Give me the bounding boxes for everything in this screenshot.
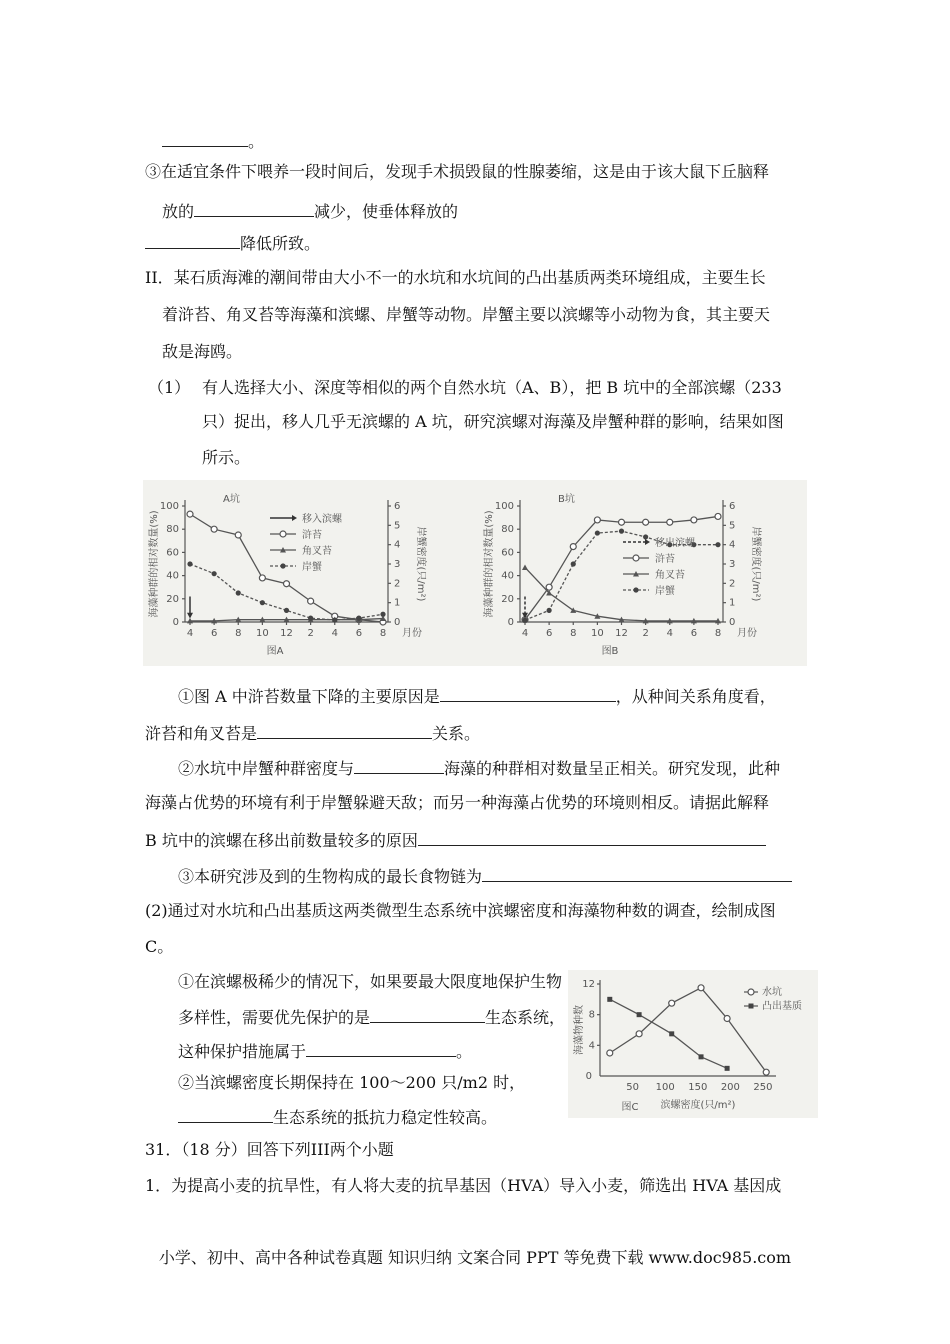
x-tick-label: 10 [256,628,269,639]
data-point [636,1031,642,1037]
y2-axis-label: 岸蟹密度(只/m²) [415,526,426,602]
answer-blank[interactable] [145,232,240,249]
data-point [715,513,721,519]
chart-title: A坑 [223,494,240,505]
y-tick-label: 40 [166,570,179,582]
x-tick-label: 4 [331,628,338,639]
x-tick-label: 4 [666,628,673,639]
y-axis-label: 海藻物种数 [574,1005,585,1055]
chart-ab [143,480,807,666]
page-footer: 小学、初中、高中各种试卷真题 知识归纳 文案合同 PPT 等免费下载 www.doc985.com [158,1248,792,1267]
question-text: ②当滨螺密度长期保持在 100～200 只/m2 时， [178,1073,526,1092]
y-tick-label: 80 [166,524,179,536]
data-point [308,616,313,621]
legend-label: 浒苔 [655,554,675,565]
answer-blank[interactable] [354,757,444,774]
legend-marker [633,587,638,592]
data-point [260,600,265,605]
y2-tick-label: 4 [394,539,401,551]
x-tick-label: 6 [545,628,553,639]
x-tick-label: 4 [186,628,194,639]
x-tick-label: 200 [720,1082,740,1093]
x-tick-label: 12 [615,628,628,639]
question-text: 放的 减少，使垂体释放的 [162,202,459,221]
y-axis-label: 海藻种群的相对数量(%) [484,510,495,618]
section-text: 只）捉出，移人几乎无滨螺的 A 坑，研究滨螺对海藻及岸蟹种群的影响，结果如图 [202,412,784,431]
data-point [637,1012,642,1017]
figure-ab [143,480,807,666]
y2-tick-label: 1 [394,597,401,609]
legend-label: 岸蟹 [655,586,675,597]
data-point [211,526,217,532]
origin-label: 0 [585,1071,592,1082]
question-text: 海藻占优势的环境有利于岸蟹躲避天敌；而另一种海藻占优势的环境则相反。请据此解释 [145,793,770,812]
data-point [607,997,612,1002]
x-axis-label: 月份 [737,628,757,639]
data-point [725,1066,730,1071]
x-tick-label: 100 [655,1082,675,1093]
series-line-角叉苔 [525,567,718,620]
data-point [284,608,289,613]
question-text: ①图 A 中浒苔数量下降的主要原因是 ，从种间关系角度看， [178,687,776,706]
data-point [698,985,704,991]
x-tick-label: 8 [235,628,242,639]
legend-marker [633,555,639,561]
answer-blank[interactable] [162,130,248,147]
y-tick-label: 100 [494,501,514,512]
chart-title: B坑 [558,494,575,505]
question-text: ②水坑中岸蟹种群密度与 海藻的种群相对数量呈正相关。研究发现，此种 [178,759,781,778]
x-tick-label: 6 [210,628,218,639]
x-tick-label: 10 [591,628,604,639]
data-point [669,1000,675,1006]
data-point [763,1069,769,1075]
question-text: (2)通过对水坑和凸出基质这两类微型生态系统中滨螺密度和海藻物种数的调查，绘制成图 [145,901,776,920]
data-point [594,517,600,523]
question-heading: 31．（18 分）回答下列III两个小题 [145,1140,394,1159]
annotation-arrowhead [187,613,193,619]
question-text: B 坑中的滨螺在移出前数量较多的原因 [145,829,766,851]
y-tick-label: 20 [501,593,514,605]
data-point [546,584,552,590]
data-point [356,616,361,621]
data-point [669,1031,674,1036]
data-point [699,1054,704,1059]
section-text: 敌是海鸥。 [162,342,243,361]
answer-blank[interactable] [482,865,792,882]
data-point [570,544,576,550]
answer-blank[interactable] [194,200,314,217]
y-tick-label: 100 [159,501,179,512]
y2-tick-label: 5 [729,520,736,532]
question-text: 降低所致。 [145,232,320,254]
x-tick-label: 150 [688,1082,708,1093]
legend-swatch [645,539,650,545]
subquestion-number: （1） [148,378,191,397]
figure-c [568,970,818,1118]
x-tick-label: 12 [280,628,293,639]
chart-caption: 图C [621,1102,639,1113]
data-point [667,519,673,525]
data-point [259,575,265,581]
y-tick-label: 12 [582,979,595,990]
x-tick-label: 250 [753,1082,773,1093]
y2-axis-label: 岸蟹密度(只/m²) [750,526,761,602]
x-tick-label: 4 [521,628,529,639]
question-text: C。 [145,937,174,956]
data-point [380,612,385,617]
chart-caption: 图B [601,646,619,657]
y-axis-label: 海藻种群的相对数量(%) [149,510,160,618]
legend-label: 浒苔 [302,530,322,541]
y-tick-label: 20 [166,593,179,605]
question-text: ③本研究涉及到的生物构成的最长食物链为 [178,865,792,887]
data-point [607,1050,613,1056]
y2-tick-label: 2 [394,578,401,590]
y-tick-label: 60 [501,547,514,559]
y2-tick-label: 0 [729,617,736,628]
data-point [715,542,720,547]
answer-blank[interactable] [418,829,766,846]
y2-tick-label: 3 [394,559,401,570]
x-tick-label: 6 [355,628,363,639]
y-tick-label: 4 [588,1040,595,1052]
y2-tick-label: 0 [394,617,401,628]
data-point [187,561,192,566]
series-line-凸出基质 [610,999,727,1068]
x-tick-label: 2 [307,628,314,639]
data-point [332,617,337,622]
legend-label: 凸出基质 [762,1001,802,1012]
answer-blank[interactable] [257,722,432,739]
legend-label: 水坑 [762,987,782,998]
data-point [571,561,576,566]
question-text: 多样性，需要优先保护的是 生态系统， [178,1008,566,1027]
y2-tick-label: 4 [729,539,736,551]
question-text: 这种保护措施属于 。 [178,1042,473,1061]
y-tick-label: 0 [172,617,179,628]
data-point [308,598,314,604]
question-text: ③在适宜条件下喂养一段时间后，发现手术损毁鼠的性腺萎缩，这是由于该大鼠下丘脑释 [145,162,770,181]
y-tick-label: 60 [166,547,179,559]
legend-label: 移出滨螺 [655,538,695,549]
y-tick-label: 0 [507,617,514,628]
line-answer-blank [162,130,264,152]
data-point [595,530,600,535]
y-tick-label: 8 [588,1009,595,1021]
y2-tick-label: 5 [394,520,401,532]
answer-blank[interactable] [178,1106,273,1123]
x-axis-label: 滨螺密度(只/m²) [660,1100,736,1111]
legend-label: 角叉苔 [302,546,332,557]
series-line-水坑 [610,988,766,1072]
x-tick-label: 8 [379,628,387,639]
legend-label: 岸蟹 [302,562,322,573]
series-line-浒苔 [190,514,383,622]
data-point [236,590,241,595]
data-point [187,511,193,517]
section-text: 有人选择大小、深度等相似的两个自然水坑（A、B），把 B 坑中的全部滨螺（233 [202,378,782,397]
legend-marker [748,989,754,995]
section-text: 着浒苔、角叉苔等海藻和滨螺、岸蟹等动物。岸蟹主要以滨螺等小动物为食，其主要天 [162,305,771,324]
data-point [284,581,290,587]
y2-tick-label: 3 [729,559,736,570]
legend-marker [280,563,285,568]
question-text: ①在滨螺极稀少的情况下，如果要最大限度地保护生物 [178,972,563,991]
period: 。 [248,132,265,151]
legend-marker [749,1004,754,1009]
data-point [547,608,552,613]
x-tick-label: 8 [714,628,722,639]
chart-caption: 图A [266,646,284,657]
answer-blank[interactable] [306,1040,456,1057]
section-text: II．某石质海滩的潮间带由大小不一的水坑和水坑间的凸出基质两类环境组成，主要生长 [145,268,766,287]
question-text: 1．为提高小麦的抗旱性，有人将大麦的抗旱基因（HVA）导入小麦，筛选出 HVA 基因成 [145,1176,782,1195]
data-point [691,517,697,523]
x-tick-label: 2 [642,628,649,639]
x-tick-label: 6 [690,628,698,639]
y-tick-label: 40 [501,570,514,582]
y2-tick-label: 2 [729,578,736,590]
x-axis-label: 月份 [402,628,422,639]
x-tick-label: 50 [626,1082,639,1093]
question-text: 生态系统的抵抗力稳定性较高。 [178,1106,497,1128]
y2-tick-label: 1 [729,597,736,609]
answer-blank[interactable] [370,1006,485,1023]
question-text: 浒苔和角叉苔是 关系。 [145,724,481,743]
legend-label: 角叉苔 [655,570,685,581]
legend-label: 移入滨螺 [302,514,342,525]
data-point [619,529,624,534]
data-point [643,519,649,525]
y2-tick-label: 6 [729,501,736,512]
chart-c [568,970,818,1118]
data-point [522,564,528,570]
y2-tick-label: 6 [394,501,401,512]
data-point [724,1016,730,1022]
data-point [619,519,625,525]
section-text: 所示。 [202,448,251,467]
legend-marker [280,531,286,537]
data-point [643,534,648,539]
data-point [235,532,241,538]
data-point [212,571,217,576]
answer-blank[interactable] [440,685,616,702]
x-tick-label: 8 [570,628,577,639]
legend-swatch [292,515,297,521]
y-tick-label: 80 [501,524,514,536]
